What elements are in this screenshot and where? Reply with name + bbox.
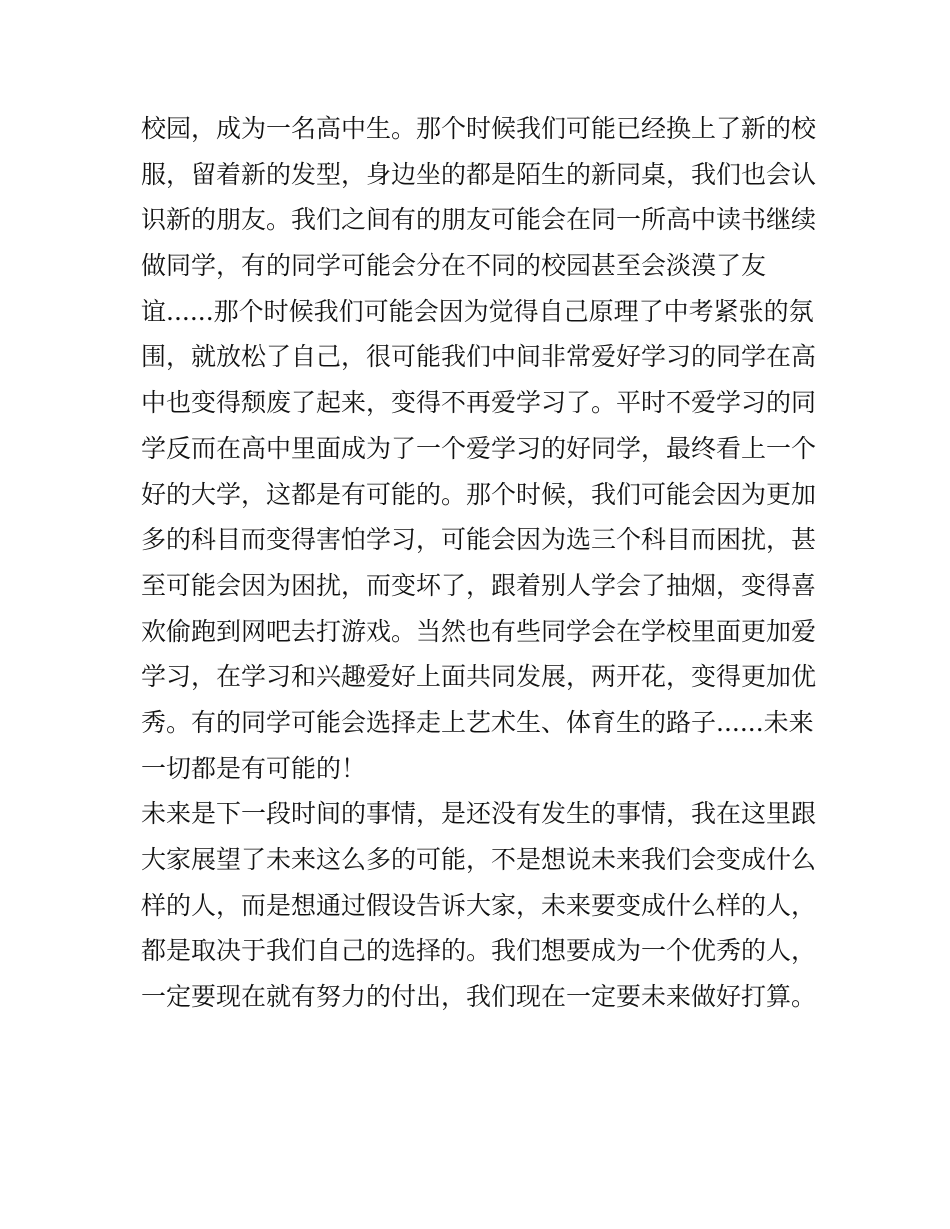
text-line: 学反而在高中里面成为了一个爱学习的好同学，最终看上一个 bbox=[141, 433, 817, 463]
text-line: 中也变得颓废了起来，变得不再爱学习了。平时不爱学习的同 bbox=[141, 388, 817, 418]
body-text bbox=[141, 106, 821, 1020]
text-line: 一切都是有可能的！ bbox=[141, 753, 367, 783]
text-line: 未来是下一段时间的事情，是还没有发生的事情，我在这里跟 bbox=[141, 799, 817, 829]
text-line: 样的人，而是想通过假设告诉大家，未来要变成什么样的人， bbox=[141, 890, 817, 920]
text-line: 秀。有的同学可能会选择走上艺术生、体育生的路子......未来 bbox=[141, 707, 814, 737]
text-line: 一定要现在就有努力的付出，我们现在一定要未来做好打算。 bbox=[141, 982, 817, 1012]
text-line: 大家展望了未来这么多的可能，不是想说未来我们会变成什么 bbox=[141, 845, 817, 874]
text-line: 都是取决于我们自己的选择的。我们想要成为一个优秀的人， bbox=[141, 936, 817, 966]
text-line: 谊......那个时候我们可能会因为觉得自己原理了中考紧张的氛 bbox=[141, 296, 814, 326]
text-line: 至可能会因为困扰，而变坏了，跟着别人学会了抽烟，变得喜 bbox=[141, 570, 817, 600]
text-line: 服，留着新的发型，身边坐的都是陌生的新同桌，我们也会认 bbox=[141, 159, 817, 189]
text-line: 识新的朋友。我们之间有的朋友可能会在同一所高中读书继续 bbox=[141, 205, 817, 235]
text-line: 围，就放松了自己，很可能我们中间非常爱好学习的同学在高 bbox=[141, 342, 817, 372]
text-line: 做同学，有的同学可能会分在不同的校园甚至会淡漠了友 bbox=[141, 251, 767, 281]
text-line: 多的科目而变得害怕学习，可能会因为选三个科目而困扰，甚 bbox=[141, 525, 817, 555]
text-line: 校园，成为一名高中生。那个时候我们可能已经换上了新的校 bbox=[141, 114, 817, 143]
text-line: 学习，在学习和兴趣爱好上面共同发展，两开花，变得更加优 bbox=[141, 662, 817, 692]
text-line: 欢偷跑到网吧去打游戏。当然也有些同学会在学校里面更加爱 bbox=[141, 616, 817, 646]
text-line: 好的大学，这都是有可能的。那个时候，我们可能会因为更加 bbox=[141, 479, 817, 509]
